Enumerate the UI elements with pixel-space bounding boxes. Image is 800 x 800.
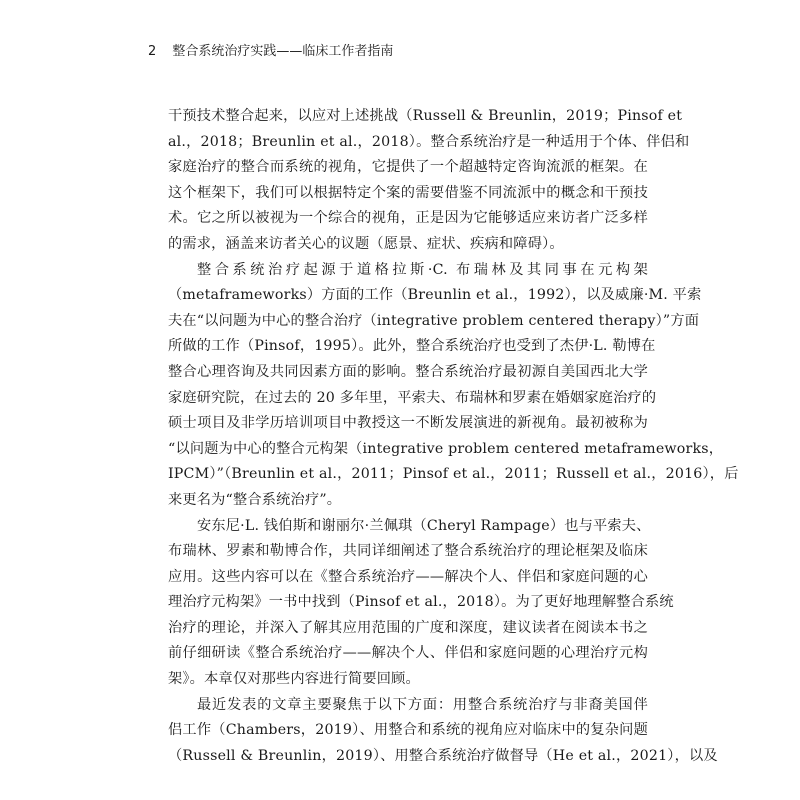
text-line: 所做的工作（Pinsof，1995）。此外，整合系统治疗也受到了杰伊·L. 勒博在 [168, 338, 656, 355]
text-line: 整合心理咨询及共同因素方面的影响。整合系统治疗最初源自美国西北大学 [168, 363, 648, 380]
paragraph [168, 693, 718, 770]
text-line: 整合系统治疗起源于道格拉斯·C. 布瑞林及其同事在元构架 [197, 261, 648, 278]
text-line: 这个框架下，我们可以根据特定个案的需要借鉴不同流派中的概念和干预技 [168, 184, 648, 201]
text-line: 应用。这些内容可以在《整合系统治疗——解决个人、伴侣和家庭问题的心 [168, 568, 648, 585]
text-line: “以问题为中心的整合元构架（integrative problem centered metaframeworks， [168, 440, 724, 457]
text-line: 最近发表的文章主要聚焦于以下方面：用整合系统治疗与非裔美国伴 [197, 696, 648, 713]
text-line: 硕士项目及非学历培训项目中教授这一不断发展演进的新视角。最初被称为 [168, 415, 648, 432]
paragraph [168, 514, 674, 693]
text-line: （metaframeworks）方面的工作（Breunlin et al.，1992），以及威廉·M. 平索 [168, 287, 702, 304]
body-text [168, 104, 739, 769]
text-line: IPCM）”（Breunlin et al.，2011；Pinsof et al.，2011；Russell et al.，2016），后 [168, 466, 739, 483]
text-line: 架》。本章仅对那些内容进行简要回顾。 [168, 671, 420, 688]
text-line: 家庭研究院，在过去的 20 多年里，平索夫、布瑞林和罗素在婚姻家庭治疗的 [168, 389, 657, 406]
paragraph [168, 258, 739, 514]
text-line: 安东尼·L. 钱伯斯和谢丽尔·兰佩琪（Cheryl Rampage）也与平索夫、 [197, 517, 651, 534]
text-line: 干预技术整合起来，以应对上述挑战（Russell & Breunlin，2019；Pinsof et [168, 108, 683, 124]
text-line: 布瑞林、罗素和勒博合作，共同详细阐述了整合系统治疗的理论框架及临床 [168, 543, 648, 560]
text-line: al.，2018；Breunlin et al.，2018）。整合系统治疗是一种适用于个体、伴侣和 [168, 133, 690, 150]
text-line: 的需求，涵盖来访者关心的议题（愿景、症状、疾病和障碍）。 [168, 235, 564, 252]
text-line: 侣工作（Chambers，2019）、用整合和系统的视角应对临床中的复杂问题 [168, 722, 648, 739]
running-header [148, 40, 393, 59]
text-line: 理治疗元构架》一书中找到（Pinsof et al.，2018）。为了更好地理解整合系统 [168, 594, 674, 611]
text-line: 夫在“以问题为中心的整合治疗（integrative problem centered therapy）”方面 [168, 312, 700, 329]
page-number: 2 [148, 44, 157, 59]
text-line: 前仔细研读《整合系统治疗——解决个人、伴侣和家庭问题的心理治疗元构 [168, 645, 648, 662]
running-title: 整合系统治疗实践——临床工作者指南 [172, 44, 394, 59]
text-line: 治疗的理论，并深入了解其应用范围的广度和深度，建议读者在阅读本书之 [168, 619, 648, 636]
text-line: 家庭治疗的整合而系统的视角，它提供了一个超越特定咨询流派的框架。在 [168, 159, 648, 176]
text-line: 术。它之所以被视为一个综合的视角，正是因为它能够适应来访者广泛多样 [168, 210, 648, 227]
text-line: （Russell & Breunlin，2019）、用整合系统治疗做督导（He et al.，2021），以及 [168, 747, 718, 764]
paragraph [168, 104, 690, 258]
text-line: 来更名为“整合系统治疗”。 [168, 491, 342, 508]
